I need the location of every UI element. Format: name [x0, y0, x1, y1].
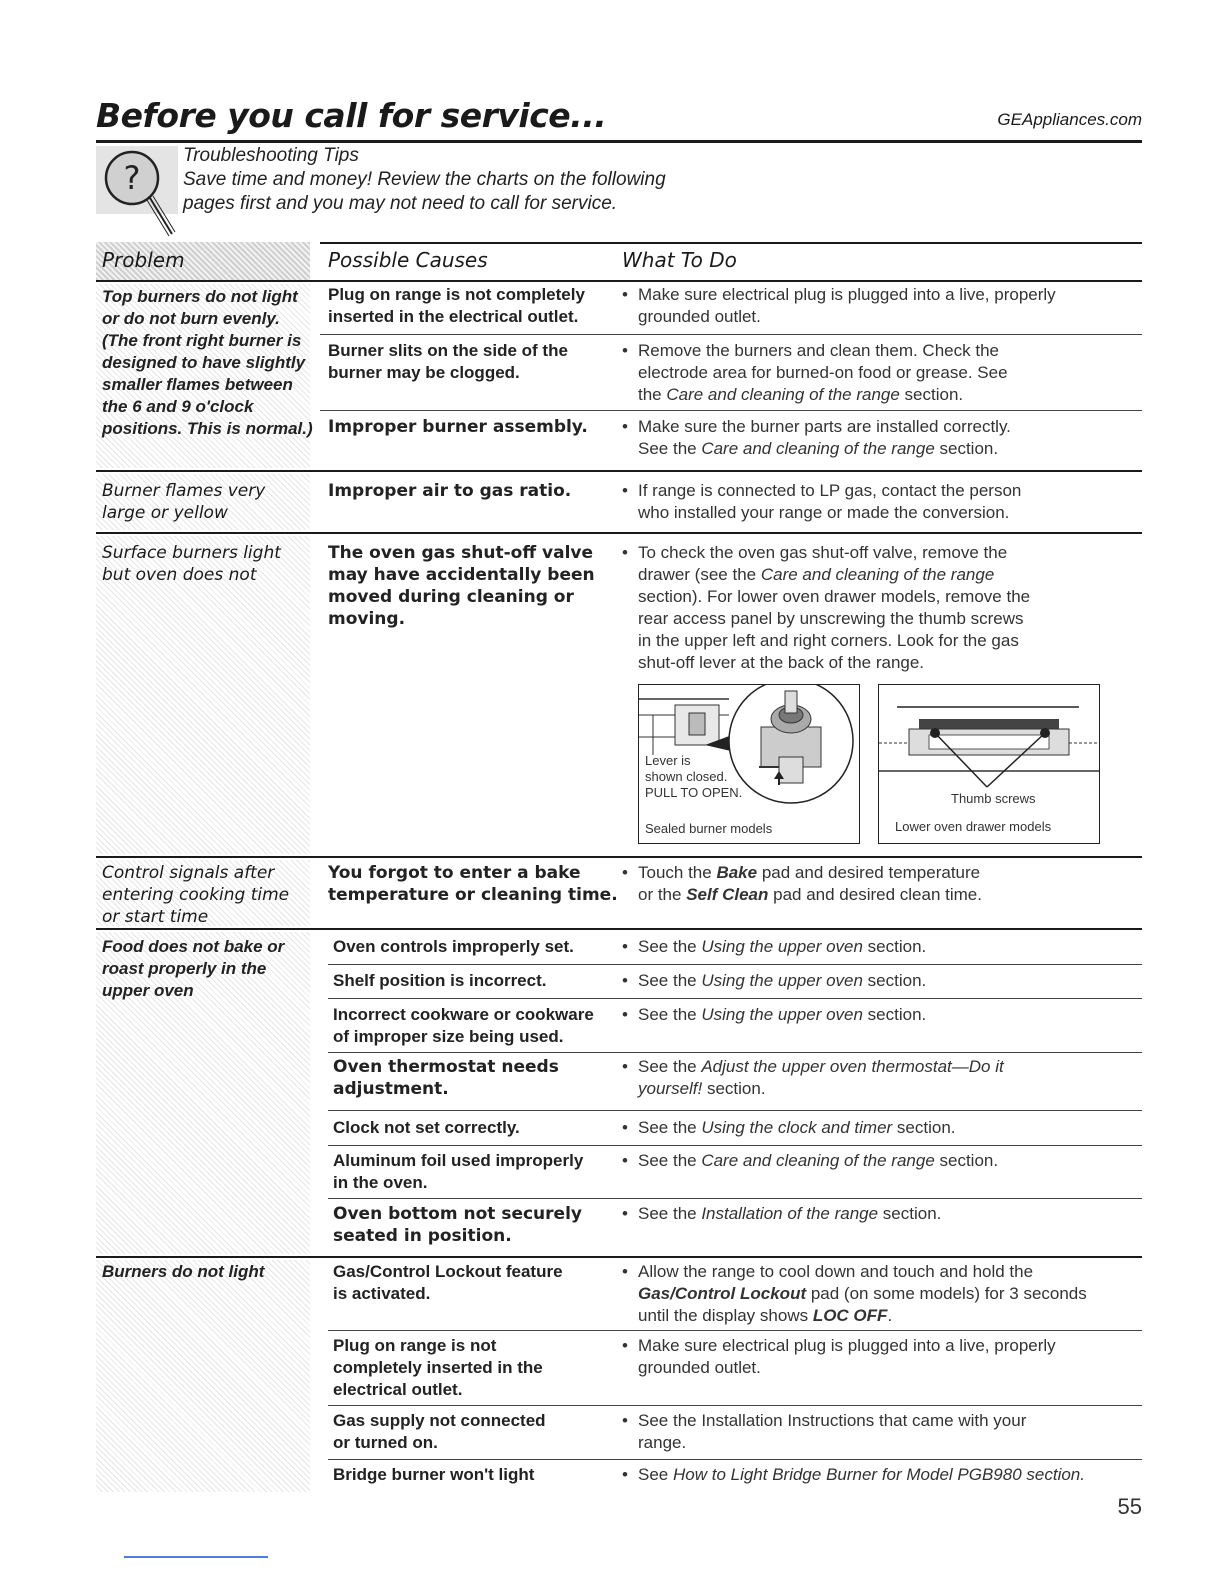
cause-oven-bottom	[333, 1203, 613, 1247]
section-reference: Care and cleaning of the range	[701, 439, 935, 458]
text: See the	[638, 1204, 702, 1223]
text: See the	[638, 1118, 702, 1137]
todo-line: who installed your range or made the conversion.	[638, 503, 1010, 522]
row-divider	[96, 532, 1142, 534]
row-divider	[328, 1330, 1142, 1331]
problem-line: large or yellow	[102, 503, 228, 523]
todo-line	[638, 1305, 1158, 1327]
problem-line: Control signals after	[102, 863, 275, 883]
todo-gas-supply	[622, 1410, 1158, 1454]
todo-incorrect-cookware	[622, 1004, 1158, 1026]
cause-line: completely inserted in the	[333, 1358, 543, 1377]
todo-line: section). For lower oven drawer models, remove the	[638, 587, 1031, 606]
row-divider	[328, 964, 1142, 965]
section-reference: Installation of the range	[701, 1204, 879, 1223]
todo-thermostat-adjustment	[622, 1056, 1158, 1100]
cause-line: Gas/Control Lockout feature	[333, 1262, 563, 1281]
problem-line: the 6 and 9 o'clock	[102, 397, 254, 416]
problem-food-not-baking	[102, 936, 284, 1002]
header-underline	[96, 280, 1142, 282]
text: pad and desired clean time.	[768, 885, 982, 904]
cause-line: Plug on range is not completely	[328, 285, 585, 304]
cause-line: or turned on.	[333, 1433, 438, 1452]
cause-aluminum-foil	[333, 1150, 613, 1194]
cause-line: moved during cleaning or	[328, 587, 574, 607]
todo-line: • Allow the range to cool down and touch and hold the	[638, 1262, 1034, 1281]
tips-line: pages first and you may not need to call for service.	[183, 193, 618, 214]
text: section.	[702, 1079, 766, 1098]
todo-line: rear access panel by unscrewing the thumb screws	[638, 609, 1024, 628]
cause-line: Plug on range is not	[333, 1336, 497, 1355]
problem-oven-does-not-light	[102, 542, 281, 586]
row-divider	[328, 1145, 1142, 1146]
cause-gas-supply	[333, 1410, 613, 1454]
cause-line: The oven gas shut-off valve	[328, 543, 594, 563]
row-divider	[328, 1459, 1142, 1460]
problem-line: upper oven	[102, 981, 194, 1000]
section-reference: Using the upper oven	[701, 937, 863, 956]
todo-line: grounded outlet.	[638, 307, 761, 326]
tips-line: Save time and money! Review the charts on the following	[183, 169, 666, 190]
todo-line: • See the Installation Instructions that came with your	[638, 1411, 1027, 1430]
problem-line: Food does not bake or	[102, 937, 285, 956]
cause-line: in the oven.	[333, 1173, 428, 1192]
row-divider	[96, 470, 1142, 472]
cause-line: electrical outlet.	[333, 1380, 463, 1399]
text: section.	[862, 937, 927, 956]
todo-line: • Make sure electrical plug is plugged into a live, properly	[638, 285, 1056, 304]
question-icon	[96, 146, 178, 238]
todo-air-gas-ratio	[622, 480, 1158, 524]
problem-shade	[96, 1260, 310, 1492]
todo-shelf-position	[622, 970, 1158, 992]
cause-bridge-burner: Bridge burner won't light	[333, 1465, 535, 1484]
thumb-screws-label: Thumb screws	[951, 791, 1036, 806]
cause-line: is activated.	[333, 1284, 431, 1303]
text: section.	[878, 1204, 942, 1223]
cause-thermostat-adjustment	[333, 1056, 613, 1100]
todo-lockout-activated	[622, 1261, 1158, 1327]
row-divider	[96, 1256, 1142, 1258]
row-divider	[328, 1052, 1142, 1053]
row-divider	[96, 928, 1142, 930]
svg-text:?: ?	[123, 159, 141, 197]
text: section.	[862, 971, 927, 990]
text: See the	[638, 1005, 702, 1024]
problem-line: Burner flames very	[102, 481, 266, 501]
text: pad (on some models) for 3 seconds	[806, 1284, 1087, 1303]
cause-line: may have accidentally been	[328, 565, 595, 585]
cause-line: Gas supply not connected	[333, 1411, 546, 1430]
row-divider	[328, 1110, 1142, 1111]
cause-plug	[328, 284, 608, 328]
text: Touch the	[638, 863, 717, 882]
problem-line: or do not burn evenly.	[102, 309, 280, 328]
text: section.	[934, 439, 999, 458]
page-number: 55	[1117, 1494, 1142, 1519]
todo-forgot-temperature	[622, 862, 1158, 906]
todo-burner-assembly	[622, 416, 1158, 460]
cause-line: inserted in the electrical outlet.	[328, 307, 579, 326]
text: See the	[638, 1057, 702, 1076]
row-divider	[320, 334, 1142, 335]
lockout-pad-reference: Gas/Control Lockout	[638, 1284, 807, 1303]
cause-controls-improperly-set: Oven controls improperly set.	[333, 937, 574, 956]
figure-lower-drawer	[878, 684, 1100, 844]
cause-line: Aluminum foil used improperly	[333, 1151, 584, 1170]
row-divider	[328, 1405, 1142, 1406]
cause-shutoff-valve	[328, 542, 608, 630]
section-reference: Adjust the upper oven thermostat—Do it	[701, 1057, 1004, 1076]
todo-line	[638, 564, 1158, 586]
todo-burner-slits	[622, 340, 1158, 406]
todo-line: electrode area for burned-on food or grease. See	[638, 363, 1008, 382]
header-rule	[320, 242, 1142, 244]
section-reference: How to Light Bridge Burner for Model PGB980 section.	[672, 1465, 1085, 1484]
cause-line: adjustment.	[333, 1079, 449, 1099]
todo-line: • If range is connected to LP gas, contact the person	[638, 481, 1022, 500]
todo-line: • Remove the burners and clean them. Check the	[638, 341, 999, 360]
todo-line: grounded outlet.	[638, 1358, 761, 1377]
problem-line: (The front right burner is	[102, 331, 302, 350]
text: section.	[892, 1118, 956, 1137]
cause-lockout-activated	[333, 1261, 613, 1305]
row-divider	[320, 410, 1142, 411]
figure-label: PULL TO OPEN.	[645, 785, 743, 800]
text: or the	[638, 885, 687, 904]
page-title: Before you call for service...	[96, 96, 607, 135]
figure-label: shown closed.	[645, 769, 728, 784]
todo-shutoff-valve	[622, 542, 1158, 674]
figure-label: Lever is	[645, 753, 691, 768]
section-reference: Using the clock and timer	[701, 1118, 893, 1137]
problem-line: smaller flames between	[102, 375, 293, 394]
todo-line	[638, 862, 1158, 884]
todo-line: • Make sure electrical plug is plugged into a live, properly	[638, 1336, 1056, 1355]
problem-top-burners	[102, 286, 313, 440]
problem-line: entering cooking time	[102, 885, 290, 905]
todo-line	[638, 438, 1158, 460]
cause-incorrect-cookware	[333, 1004, 613, 1048]
todo-clock-not-set	[622, 1117, 1158, 1139]
section-reference: Care and cleaning of the range	[666, 385, 900, 404]
cause-air-gas-ratio: Improper air to gas ratio.	[328, 481, 572, 501]
todo-plug-not-inserted	[622, 1335, 1158, 1379]
problem-line: or start time	[102, 907, 209, 927]
figure-caption: Sealed burner models	[645, 821, 773, 836]
todo-line	[638, 1056, 1158, 1078]
problem-control-signals	[102, 862, 289, 928]
self-clean-pad-reference: Self Clean	[686, 885, 769, 904]
problem-line: roast properly in the	[102, 959, 267, 978]
section-reference: Using the upper oven	[701, 971, 863, 990]
cause-line: moving.	[328, 609, 406, 629]
text: pad and desired temperature	[757, 863, 981, 882]
problem-line: designed to have slightly	[102, 353, 306, 372]
todo-oven-bottom	[622, 1203, 1158, 1225]
footer-link-bar	[124, 1556, 268, 1558]
todo-line: shut-off lever at the back of the range.	[638, 653, 925, 672]
text: the	[638, 385, 667, 404]
cause-plug-not-inserted	[333, 1335, 613, 1401]
text: until the display shows	[638, 1306, 813, 1325]
section-reference: Using the upper oven	[701, 1005, 863, 1024]
todo-bridge-burner	[622, 1464, 1158, 1486]
cause-line: burner may be clogged.	[328, 363, 520, 382]
todo-plug	[622, 284, 1158, 328]
todo-line: in the upper left and right corners. Look for the gas	[638, 631, 1019, 650]
todo-aluminum-foil	[622, 1150, 1158, 1172]
figure-sealed-burner	[638, 684, 860, 844]
todo-line	[638, 1283, 1158, 1305]
cause-line: seated in position.	[333, 1226, 512, 1246]
problem-line: Top burners do not light	[102, 287, 298, 306]
todo-line	[638, 1078, 1158, 1100]
website-link: GEAppliances.com	[997, 110, 1142, 129]
problem-line: but oven does not	[102, 565, 257, 585]
todo-line: • Make sure the burner parts are installed correctly.	[638, 417, 1011, 436]
cause-line: Oven thermostat needs	[333, 1057, 559, 1077]
figure-caption: Lower oven drawer models	[895, 819, 1052, 834]
problem-line: Surface burners light	[102, 543, 281, 563]
todo-line: range.	[638, 1433, 687, 1452]
text: See the	[638, 439, 702, 458]
column-header-todo: What To Do	[622, 248, 737, 272]
text: See the	[638, 1151, 702, 1170]
todo-line	[638, 884, 1158, 906]
cause-burner-assembly: Improper burner assembly.	[328, 417, 588, 437]
row-divider	[96, 856, 1142, 858]
column-header-label: Problem	[102, 248, 185, 272]
problem-line: positions. This is normal.)	[102, 419, 313, 438]
problem-burners-do-not-light: Burners do not light	[102, 1262, 265, 1281]
todo-line: • To check the oven gas shut-off valve, remove the	[638, 543, 1008, 562]
cause-line: You forgot to enter a bake	[328, 863, 581, 883]
section-reference: Care and cleaning of the range	[701, 1151, 935, 1170]
cause-forgot-temperature	[328, 862, 618, 906]
title-rule	[96, 140, 1142, 143]
text: .	[887, 1306, 893, 1325]
troubleshooting-tips	[183, 144, 666, 216]
text: See the	[638, 971, 702, 990]
cause-line: Burner slits on the side of the	[328, 341, 568, 360]
tips-heading: Troubleshooting Tips	[183, 145, 359, 166]
text: section.	[934, 1151, 999, 1170]
text: See	[638, 1465, 673, 1484]
lever-label	[645, 753, 742, 801]
cause-line: of improper size being used.	[333, 1027, 564, 1046]
cause-line: Oven bottom not securely	[333, 1204, 582, 1224]
cause-shelf-position: Shelf position is incorrect.	[333, 971, 547, 990]
loc-off-reference: LOC OFF	[812, 1306, 888, 1325]
row-divider	[328, 1198, 1142, 1199]
text: section.	[899, 385, 964, 404]
cause-clock-not-set: Clock not set correctly.	[333, 1118, 520, 1137]
column-header-causes: Possible Causes	[328, 248, 488, 272]
problem-burner-flames	[102, 480, 265, 524]
section-reference: yourself!	[638, 1079, 703, 1098]
text: See the	[638, 937, 702, 956]
cause-burner-slits	[328, 340, 608, 384]
row-divider	[328, 998, 1142, 999]
bake-pad-reference: Bake	[716, 863, 758, 882]
cause-line: Incorrect cookware or cookware	[333, 1005, 594, 1024]
todo-line	[638, 384, 1158, 406]
text: section.	[862, 1005, 927, 1024]
todo-controls-improperly-set	[622, 936, 1158, 958]
cause-line: temperature or cleaning time.	[328, 885, 618, 905]
section-reference: Care and cleaning of the range	[760, 565, 995, 584]
column-header-problem	[96, 242, 310, 280]
text: drawer (see the	[638, 565, 761, 584]
